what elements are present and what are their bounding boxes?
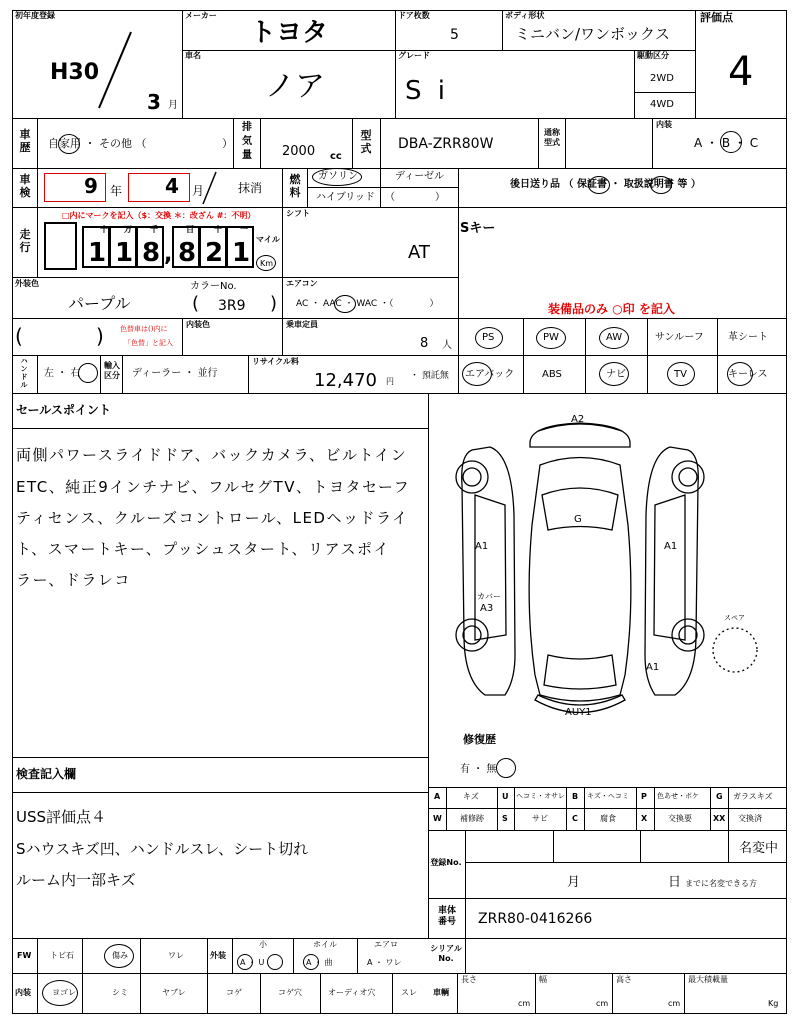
car-diagram	[430, 395, 786, 785]
sales-title: セールスポイント	[16, 403, 111, 417]
fw-small-u-circle	[267, 954, 283, 970]
deregistered: 抹消	[238, 181, 263, 195]
width-cm: cm	[596, 999, 609, 1008]
fuel-gasoline: ガソリン	[318, 171, 358, 182]
equip-pw-circle	[536, 327, 566, 349]
repair-label: 修復歴	[463, 733, 496, 746]
inspection-notes-title: 検査記入欄	[16, 767, 77, 781]
drive-label: 駆動区分	[637, 51, 669, 60]
recycle-unit: 円	[386, 377, 394, 386]
displacement-label: 排気量	[242, 122, 252, 161]
equip-airbag: エアバック	[465, 369, 515, 380]
mileage-note: □内にマークを記入（$：交換 ＊：改ざん #：不明）	[62, 211, 256, 220]
maker-value: トヨタ	[250, 18, 329, 48]
inspection-slash	[200, 170, 218, 206]
damage-a1-left: A1	[475, 541, 489, 552]
color-no-open: (	[192, 293, 200, 314]
exterior-color-label: 外装色	[15, 279, 39, 288]
displacement-unit: cc	[330, 151, 342, 162]
ac-label: エアコン	[286, 279, 318, 288]
int-tear: ヤブレ	[162, 988, 186, 997]
width-label: 幅	[539, 975, 547, 984]
model-value: DBA-ZRR80W	[398, 136, 494, 152]
equip-tv-circle	[667, 362, 695, 386]
mileage-digit-6: 1	[232, 238, 251, 268]
legend-xx-text: 交換済	[738, 814, 762, 823]
int-label: 内装	[15, 988, 31, 997]
repair-none-circle	[496, 758, 516, 778]
mileage-digit-2: 1	[115, 238, 134, 268]
legend-x-text: 交換要	[668, 814, 692, 823]
place-ichi: 一	[240, 225, 248, 234]
reg-month-unit: 月	[567, 875, 581, 890]
inspection-line-2: Sハウスキズ凹、ハンドルスレ、シート切れ	[16, 840, 309, 858]
equip-ps-circle	[475, 327, 503, 349]
interior-grade-value: A ・ B ・ C	[694, 136, 759, 150]
legend-w-text: 補修跡	[460, 814, 484, 823]
int-burn-hole: コゲ穴	[278, 988, 302, 997]
damage-g: G	[574, 514, 582, 525]
inspection-month: 4	[165, 174, 179, 198]
equip-ps: PS	[482, 332, 495, 343]
equip-keyless: キーレス	[728, 369, 768, 380]
inspection-line-1: USS評価点４	[16, 808, 107, 826]
drive-4wd: 4WD	[650, 99, 674, 110]
dims-label: 車輌	[433, 988, 449, 997]
int-stain: シミ	[112, 988, 128, 997]
shift-label: シフト	[286, 209, 310, 218]
legend-p-text: 色あせ・ボケ	[657, 792, 699, 800]
int-dirt: ヨゴレ	[52, 988, 76, 997]
equipment-title: 装備品のみ ○印 を記入	[548, 302, 675, 316]
handle-right-circle	[78, 363, 98, 383]
damage-a1-rear: A1	[646, 662, 660, 673]
car-name-value: ノア	[265, 69, 325, 104]
first-reg-month: 3	[147, 90, 161, 114]
capacity-label: 乗車定員	[286, 320, 318, 329]
legend-b-text: キズ・ヘコミ	[587, 792, 629, 800]
place-hyaku: 百	[186, 225, 194, 234]
equip-tv: TV	[674, 369, 687, 380]
int-dirt-circle	[42, 980, 78, 1006]
vin-value: ZRR80-0416266	[478, 911, 593, 927]
legend-p-code: P	[641, 792, 647, 801]
name-change-text: 名変中	[739, 841, 779, 856]
unit-mile: マイル	[256, 235, 280, 244]
max-load-label: 最大積載量	[688, 975, 728, 984]
score-label: 評価点	[700, 11, 733, 24]
inspection-line-3: ルーム内一部キズ	[16, 871, 136, 889]
fw-small-a-circle	[237, 954, 253, 970]
place-man: 万	[124, 225, 132, 234]
usage-close: ）	[222, 137, 233, 150]
equip-pw: PW	[543, 332, 559, 343]
fuel-hybrid: ハイブリッド	[316, 192, 375, 203]
color-change-open: (	[15, 324, 23, 348]
manual-circle	[650, 176, 672, 194]
int-rub: スレ	[401, 988, 417, 997]
month-unit: 月	[192, 184, 205, 198]
fw-aero-opts: A ・ ワレ	[367, 958, 402, 967]
reg-deadline: までに名変できる方	[685, 879, 757, 888]
fw-small-opts: A ・ U	[240, 958, 265, 967]
place-ju-1: 十	[100, 225, 108, 234]
repair-options: 有 ・ 無	[460, 764, 497, 775]
legend-u-code: U	[502, 792, 509, 801]
car-name-label: 車名	[185, 51, 201, 60]
legend-a-text: キズ	[463, 792, 479, 801]
fw-aero-label: エアロ	[374, 940, 398, 949]
score-value: 4	[728, 49, 754, 95]
legend-g-code: G	[716, 792, 723, 801]
vin-label: 車体番号	[437, 906, 456, 927]
mileage-mark-box	[44, 222, 77, 270]
damage-a1-right: A1	[664, 541, 678, 552]
height-label: 高さ	[616, 975, 632, 984]
mileage-comma: ,	[164, 242, 173, 267]
maker-label: メーカー	[185, 11, 217, 20]
capacity-unit: 人	[442, 340, 452, 351]
first-reg-label: 初年度登録	[15, 11, 55, 20]
place-sen: 千	[150, 225, 158, 234]
color-no-close: )	[270, 293, 278, 314]
legend-g-text: ガラスキズ	[733, 792, 773, 801]
length-cm: cm	[518, 999, 531, 1008]
km-circle	[256, 255, 276, 271]
ac-options: AC ・ AAC ・ WAC ・（ ）	[296, 299, 439, 309]
shift-value: AT	[408, 242, 430, 263]
fw-chip: トビ石	[50, 951, 74, 960]
sales-line-3: ティセンス、クルーズコントロール、LEDヘッドライ	[16, 509, 409, 527]
unit-km: Km	[260, 259, 274, 268]
private-use-circle	[58, 134, 80, 154]
displacement-value: 2000	[282, 144, 316, 159]
length-label: 長さ	[461, 975, 477, 984]
sales-line-5: ラー、ドラレコ	[16, 571, 131, 589]
equip-sunroof: サンルーフ	[655, 332, 704, 343]
recycle-label: リサイクル料	[252, 357, 299, 366]
first-reg-year: H30	[50, 60, 100, 85]
mileage-digit-1: 1	[88, 238, 107, 268]
skey-text: Sキー	[460, 221, 496, 236]
body-type-value: ミニバン/ワンボックス	[515, 25, 670, 43]
legend-w-code: W	[433, 814, 442, 823]
legend-c-text: 腐食	[600, 814, 616, 823]
damage-a2: A2	[571, 414, 585, 425]
import-label: 輸入区分	[104, 361, 120, 380]
legend-b-code: B	[572, 792, 579, 801]
legend-u-text: ヘコミ・オサレ	[516, 792, 565, 800]
equip-leather: 革シート	[728, 332, 768, 343]
date-slash	[95, 30, 135, 110]
grade-value: S i	[405, 76, 449, 106]
inspection-label: 車検	[19, 173, 31, 199]
fw-exterior-label: 外装	[210, 951, 226, 960]
sales-line-4: ト、スマートキー、プッシュスタート、リアスポイ	[16, 540, 390, 558]
aac-circle	[334, 295, 356, 313]
doors-value: 5	[450, 27, 459, 43]
legend-xx-code: XX	[713, 814, 726, 823]
interior-grade-label: 内装	[656, 120, 672, 129]
interior-b-circle	[720, 131, 742, 153]
grade-label: グレード	[398, 51, 430, 60]
capacity-value: 8	[420, 336, 429, 351]
recycle-fee: 12,470	[314, 370, 377, 391]
legend-c-code: C	[572, 814, 578, 823]
mileage-digit-5: 2	[205, 238, 224, 268]
mileage-digit-3: 8	[142, 238, 161, 268]
fuel-diesel: ディーゼル	[395, 171, 444, 182]
inspection-month-box	[128, 173, 190, 202]
fw-wheel-label: ホイル	[313, 940, 337, 949]
equip-navi: ナビ	[606, 369, 626, 380]
model-label: 型式	[360, 129, 372, 155]
equip-airbag-circle	[462, 362, 492, 386]
docs-text: 後日送り品 （ 保証書 ・ 取扱説明書 等 ）	[510, 179, 701, 190]
fw-damage-circle	[104, 944, 134, 968]
damage-auy1: AUY1	[565, 707, 592, 718]
sales-line-1: 両側パワースライドドア、バックカメラ、ビルトイン	[16, 446, 408, 464]
equip-navi-circle	[599, 362, 629, 386]
fw-label: FW	[17, 951, 32, 960]
gasoline-circle	[312, 168, 362, 186]
handle-label: ハンドル	[20, 357, 28, 389]
legend-s-text: サビ	[532, 814, 548, 823]
mileage-label: 走行	[19, 228, 31, 254]
damage-cover: カバー	[477, 592, 501, 601]
fuel-hybrid-paren: （ ）	[385, 192, 445, 203]
history-label: 車歴	[19, 128, 31, 154]
int-burn: コゲ	[226, 988, 242, 997]
fw-crack: ワレ	[168, 951, 184, 960]
fw-damage: 傷み	[112, 951, 128, 960]
usage-value: 自家用 ・ その他 （	[48, 137, 147, 150]
recycle-deposit: ・ 預託無	[410, 371, 449, 381]
serial-label: シリアルNo.	[430, 944, 462, 963]
damage-a3: A3	[480, 603, 494, 614]
warranty-circle	[588, 176, 610, 194]
exterior-color-value: パープル	[68, 294, 131, 313]
color-change-note-1: 色替車は()内に	[120, 325, 168, 333]
height-cm: cm	[668, 999, 681, 1008]
max-load-kg: Kg	[768, 999, 779, 1008]
color-no-label: カラーNo.	[190, 281, 237, 292]
fuel-label: 燃料	[289, 173, 301, 199]
spare-label: スペア	[724, 614, 745, 622]
legend-x-code: X	[641, 814, 648, 823]
fw-wheel-a-circle	[303, 954, 319, 970]
int-audio-hole: オーディオ穴	[328, 988, 376, 997]
drive-2wd: 2WD	[650, 73, 674, 84]
color-change-close: )	[96, 324, 104, 348]
first-reg-month-unit: 月	[168, 100, 178, 111]
inspection-year: 9	[84, 174, 98, 198]
equip-keyless-circle	[727, 362, 753, 386]
mileage-digit-4: 8	[178, 238, 197, 268]
equip-aw-circle	[599, 327, 629, 349]
registration-label: 登録No.	[430, 858, 462, 867]
legend-s-code: S	[502, 814, 508, 823]
sales-line-2: ETC、純正9インチナビ、フルセグTV、トヨタセーフ	[16, 478, 411, 496]
color-no-value: 3R9	[218, 298, 246, 314]
body-type-label: ボディ形状	[505, 11, 545, 20]
reg-day-unit: 日	[668, 875, 682, 890]
legend-a-code: A	[434, 792, 441, 801]
import-value: ディーラー ・ 並行	[132, 368, 218, 379]
place-ju-2: 十	[214, 225, 222, 234]
common-model-label: 通称型式	[544, 128, 560, 147]
fw-wheel-opts: A ・ 曲	[306, 958, 333, 967]
handle-value: 左 ・ 右	[44, 368, 81, 379]
color-change-note-2: 「色替」と記入	[124, 339, 173, 347]
year-unit: 年	[110, 184, 123, 198]
equip-abs: ABS	[542, 369, 562, 380]
interior-color-label: 内装色	[186, 320, 210, 329]
equip-aw: AW	[606, 332, 623, 343]
doors-label: ドア枚数	[398, 11, 430, 20]
fw-small-label: 小	[259, 940, 267, 949]
